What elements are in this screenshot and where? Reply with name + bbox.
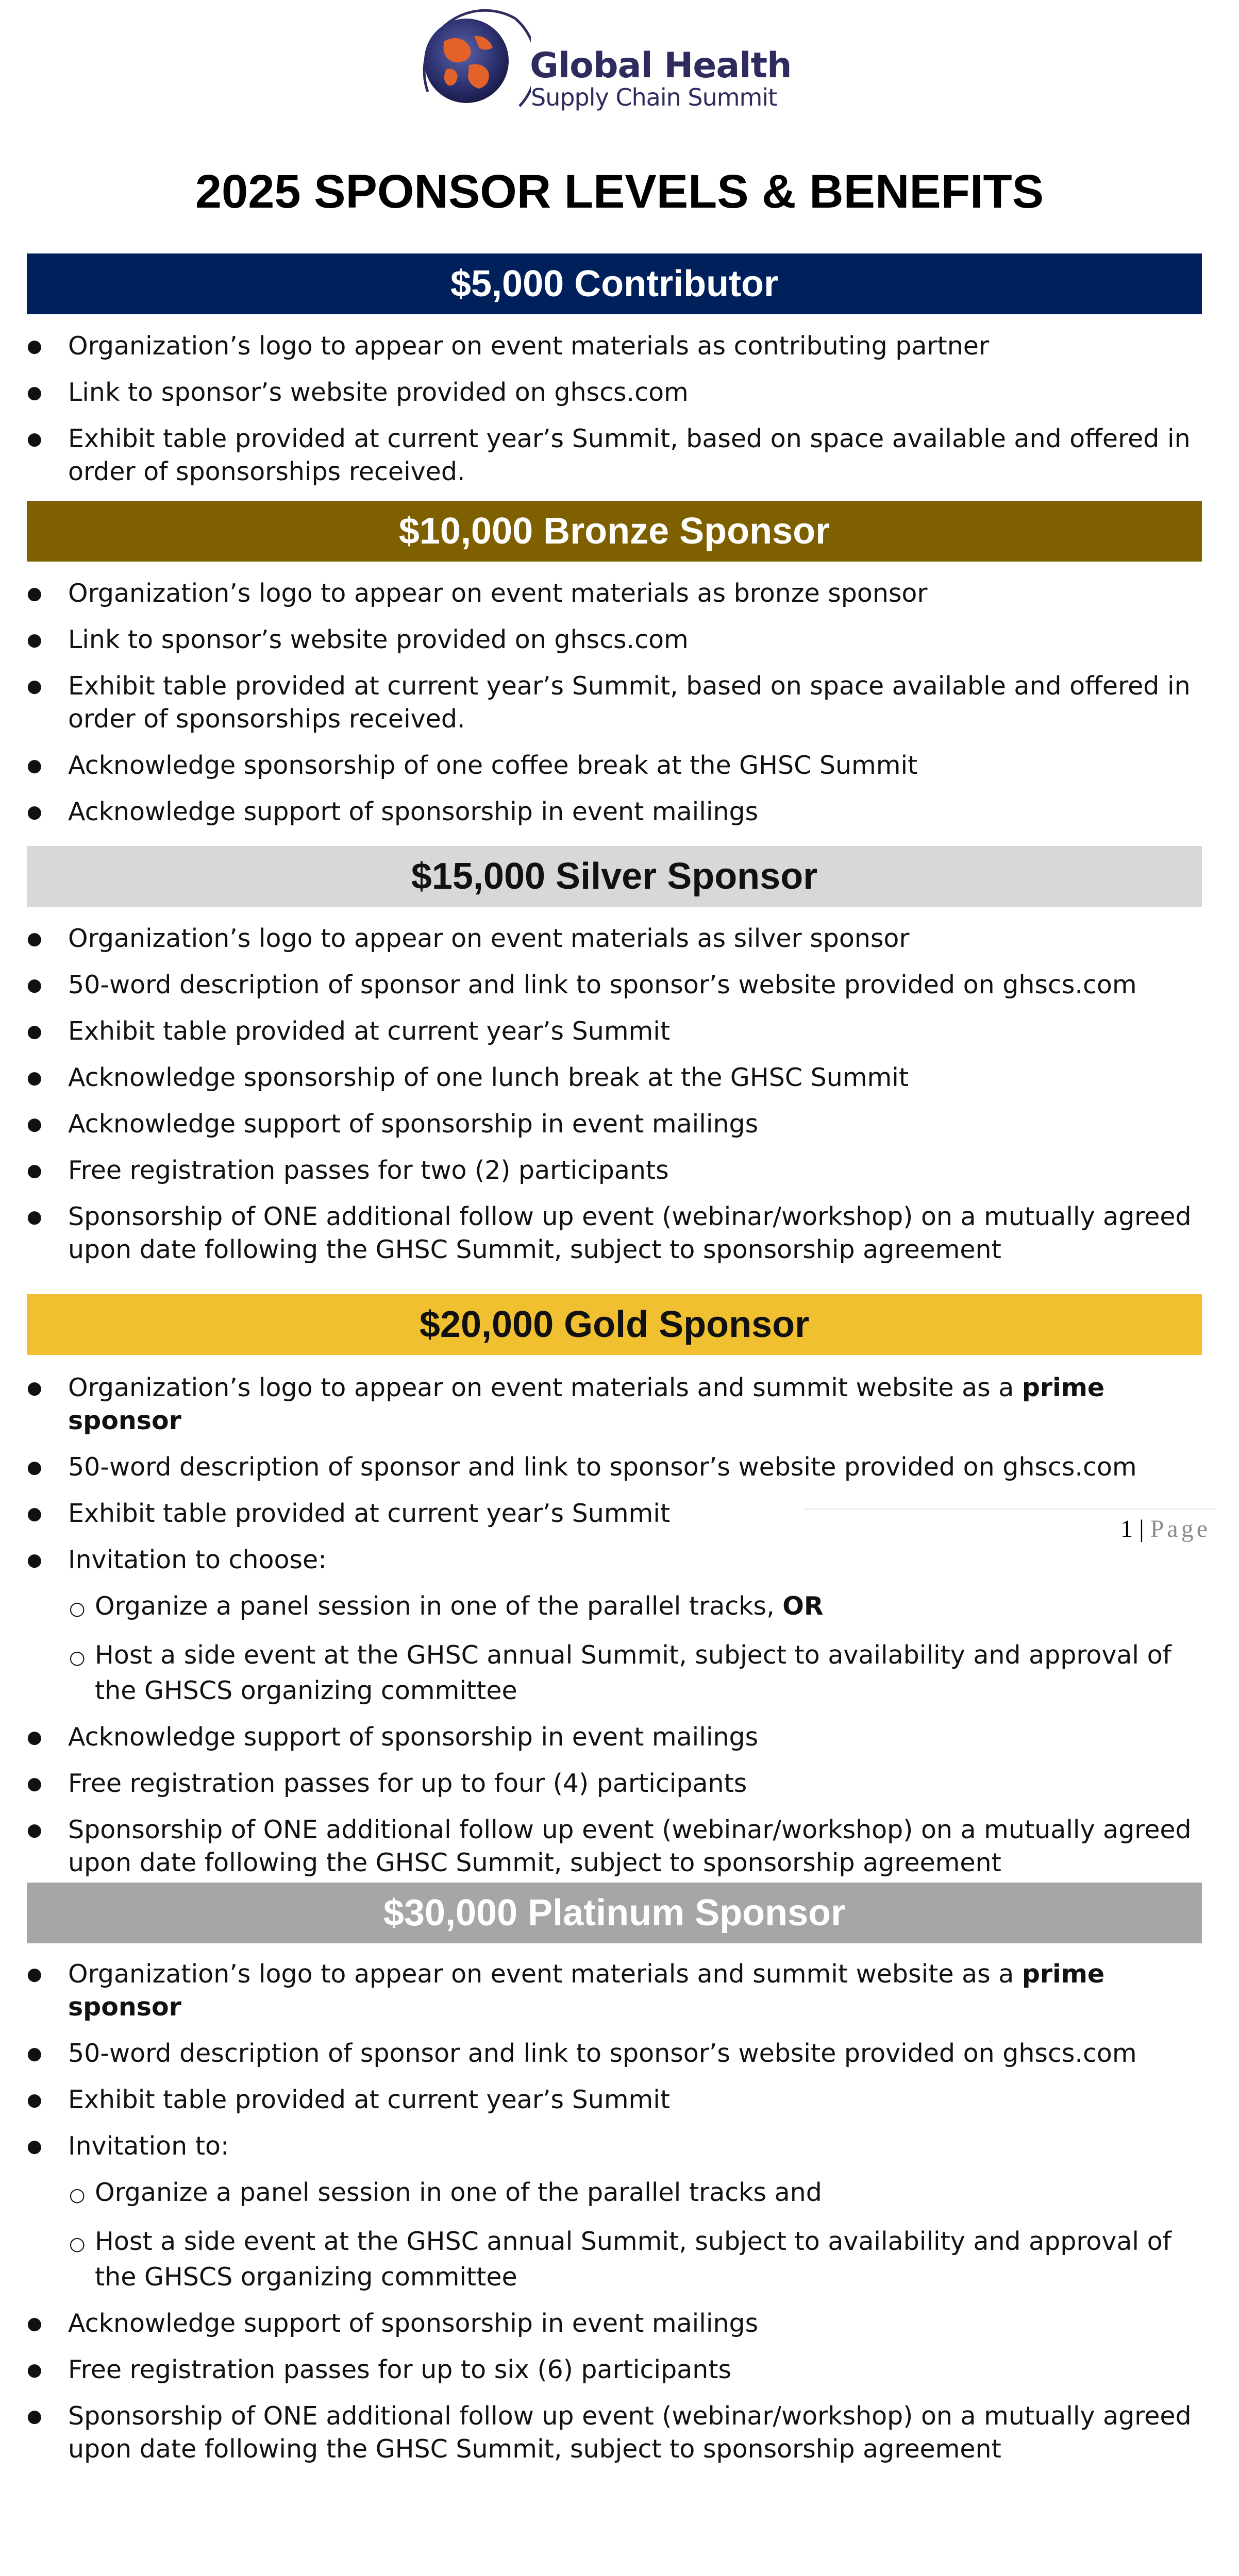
sub-list-item: ○ Organize a panel session in one of the parallel tracks and — [27, 2176, 1212, 2212]
list-item: ● Exhibit table provided at current year’s Summit — [27, 1497, 1212, 1530]
list-item: ● Organization’s logo to appear on event materials and summit website as a prime sponsor — [27, 1371, 1212, 1437]
list-item: ● Sponsorship of ONE additional follow up event (webinar/workshop) on a mutually agreed upon date following the GHSC Summit, subject to sponsorship agreement — [27, 1200, 1212, 1266]
list-item: ● Organization’s logo to appear on event materials as contributing partner — [27, 330, 1212, 363]
silver-level-header: $15,000 Silver Sponsor — [27, 846, 1202, 907]
list-item: ● Acknowledge sponsorship of one lunch break at the GHSC Summit — [27, 1061, 1212, 1094]
list-item: ● Free registration passes for up to four (4) participants — [27, 1767, 1212, 1800]
silver-benefits-list — [27, 922, 1212, 1280]
circle-bullet-icon: ○ — [69, 2233, 86, 2255]
gold-benefits-list — [27, 1371, 1212, 1893]
list-item: ● Organization’s logo to appear on event materials as silver sponsor — [27, 922, 1212, 955]
sub-list-item: ○ Host a side event at the GHSC annual Summit, subject to availability and approval of the GHSCS organizing committee — [69, 2227, 1171, 2292]
logo-title: Global Health — [530, 45, 792, 86]
list-item: ● 50-word description of sponsor and link to sponsor’s website provided on ghscs.com — [27, 969, 1212, 1002]
contributor-level-header: $5,000 Contributor — [27, 253, 1202, 314]
list-item: ● Invitation to: — [27, 2130, 1212, 2163]
sub-list-item: ○ Host a side event at the GHSC annual Summit, subject to availability and approval of the GHSCS organizing committee — [69, 1640, 1171, 1705]
circle-bullet-icon: ○ — [69, 1598, 86, 1619]
globe-logo-icon — [397, 4, 531, 123]
list-item: ● Sponsorship of ONE additional follow up event (webinar/workshop) on a mutually agreed upon date following the GHSC Summit, subject to sponsorship agreement — [27, 2400, 1212, 2466]
list-item: ● Acknowledge sponsorship of one coffee break at the GHSC Summit — [27, 749, 1212, 782]
footer-rule — [804, 1509, 1216, 1510]
gold-level-header: $20,000 Gold Sponsor — [27, 1294, 1202, 1355]
sub-list-item: ○ Organize a panel session in one of the parallel tracks, OR — [27, 1590, 1212, 1625]
list-item: ● 50-word description of sponsor and link to sponsor’s website provided on ghscs.com — [27, 2037, 1212, 2070]
logo-subtitle: Supply Chain Summit — [531, 83, 777, 111]
list-item: ● Link to sponsor’s website provided on ghscs.com — [27, 623, 1212, 656]
circle-bullet-icon: ○ — [69, 1647, 86, 1668]
list-item: ● Acknowledge support of sponsorship in event mailings — [27, 1721, 1212, 1754]
list-item: ● 50-word description of sponsor and link to sponsor’s website provided on ghscs.com — [27, 1451, 1212, 1484]
list-item: ● Acknowledge support of sponsorship in event mailings — [27, 795, 1212, 828]
list-item: ● Link to sponsor’s website provided on ghscs.com — [27, 376, 1212, 409]
contributor-benefits-list — [27, 330, 1212, 502]
list-item: ● Organization’s logo to appear on event materials as bronze sponsor — [27, 577, 1212, 610]
list-item: ● Exhibit table provided at current year’s Summit, based on space available and offered in order of sponsorships received. — [27, 422, 1212, 488]
list-item: ● Acknowledge support of sponsorship in event mailings — [27, 2307, 1212, 2340]
list-item: ● Acknowledge support of sponsorship in event mailings — [27, 1108, 1212, 1141]
list-item: ● Invitation to choose: — [27, 1544, 1212, 1577]
list-item: ● Exhibit table provided at current year’s Summit, based on space available and offered in order of sponsorships received. — [27, 670, 1212, 736]
circle-bullet-icon: ○ — [69, 2184, 86, 2206]
platinum-benefits-list — [27, 1958, 1212, 2479]
page-title: 2025 SPONSOR LEVELS & BENEFITS — [195, 165, 1044, 218]
list-item: ● Organization’s logo to appear on event materials and summit website as a prime sponsor — [27, 1958, 1212, 2024]
platinum-level-header: $30,000 Platinum Sponsor — [27, 1883, 1202, 1943]
bronze-level-header: $10,000 Bronze Sponsor — [27, 501, 1202, 562]
list-item: ● Exhibit table provided at current year’s Summit — [27, 1015, 1212, 1048]
list-item: ● Free registration passes for two (2) participants — [27, 1154, 1212, 1187]
list-item: ● Free registration passes for up to six (6) participants — [27, 2353, 1212, 2386]
list-item: ● Sponsorship of ONE additional follow up event (webinar/workshop) on a mutually agreed upon date following the GHSC Summit, subject to sponsorship agreement — [27, 1814, 1212, 1879]
page-number: 1 | Page — [1120, 1515, 1211, 1543]
list-item: ● Exhibit table provided at current year’s Summit — [27, 2083, 1212, 2116]
bronze-benefits-list — [27, 577, 1212, 842]
